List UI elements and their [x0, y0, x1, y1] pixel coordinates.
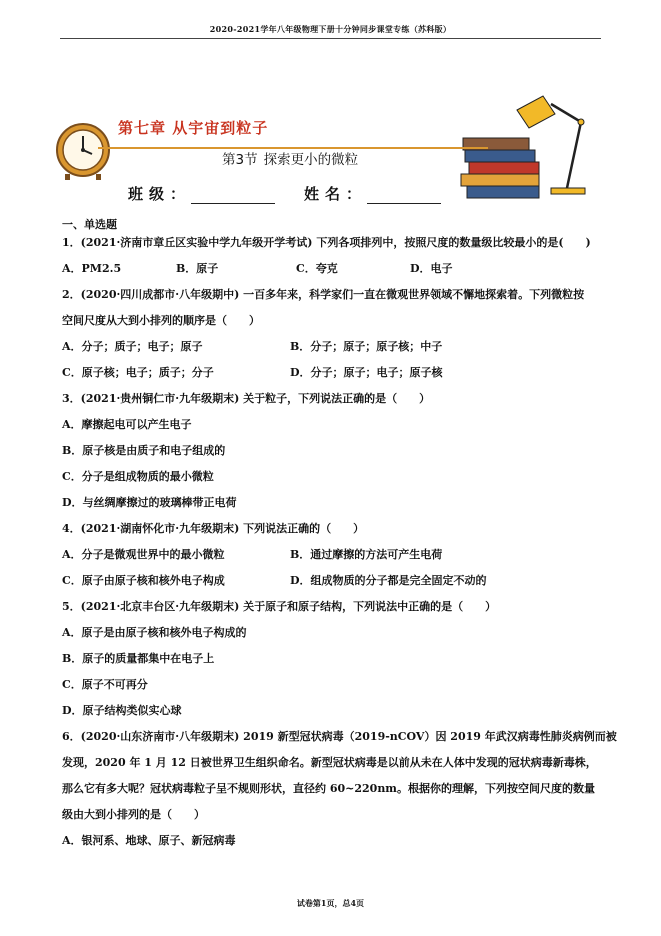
question-2-options-row-1	[62, 340, 622, 366]
option-a[interactable]: A．PM2.5	[62, 262, 122, 275]
option-c[interactable]: C．原子由原子核和核外电子构成	[62, 574, 225, 587]
option-d[interactable]: D．分子；原子；电子；原子核	[290, 366, 443, 379]
question-list	[62, 218, 622, 860]
question-4-options-row-1	[62, 548, 622, 574]
question-5-stem: 5．(2021·北京丰台区·九年级期末) 关于原子和原子结构，下列说法中正确的是（ ）	[62, 600, 497, 613]
question-2-options-row-2	[62, 366, 622, 392]
name-label: 姓名：	[304, 185, 368, 203]
option-b[interactable]: B．原子核是由质子和电子组成的	[62, 444, 226, 457]
header-title: 2020-2021学年八年级物理下册十分钟同步课堂专练（苏科版）	[209, 24, 452, 34]
question-4-options-row-2	[62, 574, 622, 600]
section-number: 第3节	[222, 152, 258, 168]
question-2-stem-line-1: 2．(2020·四川成都市·八年级期中) 一百多年来，科学家们一直在微观世界领域不懈地探索着。下列微粒按	[62, 288, 585, 301]
clock-icon	[57, 124, 109, 180]
option-d[interactable]: D．组成物质的分子都是完全固定不动的	[290, 574, 487, 587]
class-blank[interactable]	[191, 187, 275, 204]
option-b[interactable]: B．原子	[176, 262, 219, 275]
class-field	[128, 183, 275, 204]
option-a[interactable]: A．银河系、地球、原子、新冠病毒	[62, 834, 236, 847]
name-blank[interactable]	[367, 187, 441, 204]
header-rule	[60, 38, 601, 39]
option-d[interactable]: D．与丝绸摩擦过的玻璃棒带正电荷	[62, 496, 237, 509]
option-b[interactable]: B．原子的质量都集中在电子上	[62, 652, 215, 665]
question-1-options	[62, 262, 622, 288]
option-a[interactable]: A．分子是微观世界中的最小微粒	[62, 548, 225, 561]
section-heading: 一、单选题	[62, 218, 117, 231]
page-footer: 试卷第1页，总4页	[296, 898, 365, 908]
option-c[interactable]: C．分子是组成物质的最小微粒	[62, 470, 214, 483]
option-b[interactable]: B．通过摩擦的方法可产生电荷	[290, 548, 443, 561]
section-name: 探索更小的微粒	[263, 152, 359, 168]
question-4-stem: 4．(2021·湖南怀化市·九年级期末) 下列说法正确的（ ）	[62, 522, 365, 535]
option-c[interactable]: C．原子不可再分	[62, 678, 148, 691]
option-c[interactable]: C．原子核；电子；质子；分子	[62, 366, 214, 379]
question-6-stem-line-2: 发现，2020 年 1 月 12 日被世界卫生组织命名。新型冠状病毒是以前从未在人体中发现的冠状病毒新毒株，	[62, 756, 597, 769]
option-a[interactable]: A．原子是由原子核和核外电子构成的	[62, 626, 247, 639]
question-6-stem-line-3: 那么它有多大呢？冠状病毒粒子呈不规则形状，直径约 60~220nm。根据你的理解，下列按空间尺度的数量	[62, 782, 595, 795]
option-c[interactable]: C．夸克	[296, 262, 338, 275]
name-field	[304, 183, 441, 204]
question-6-stem-line-1: 6．(2020·山东济南市·八年级期末) 2019 新型冠状病毒（2019-nCOV）因 2019 年武汉病毒性肺炎病例而被	[62, 730, 617, 743]
option-a[interactable]: A．分子；质子；电子；原子	[62, 340, 203, 353]
option-d[interactable]: D．原子结构类似实心球	[62, 704, 182, 717]
question-1-stem: 1．(2021·济南市章丘区实验中学九年级开学考试) 下列各项排列中，按照尺度的数量级比较最小的是( )	[62, 236, 591, 249]
question-2-stem-line-2: 空间尺度从大到小排列的顺序是（ ）	[62, 314, 260, 327]
class-label: 班级：	[128, 185, 192, 203]
option-b[interactable]: B．分子；原子；原子核；中子	[290, 340, 443, 353]
option-d[interactable]: D．电子	[410, 262, 453, 275]
question-3-stem: 3．(2021·贵州铜仁市·九年级期末) 关于粒子，下列说法正确的是（ ）	[62, 392, 431, 405]
question-6-stem-line-4: 级由大到小排列的是（ ）	[62, 808, 205, 821]
option-a[interactable]: A．摩擦起电可以产生电子	[62, 418, 192, 431]
section-title	[222, 148, 358, 168]
chapter-title: 第七章 从宇宙到粒子	[118, 119, 269, 137]
